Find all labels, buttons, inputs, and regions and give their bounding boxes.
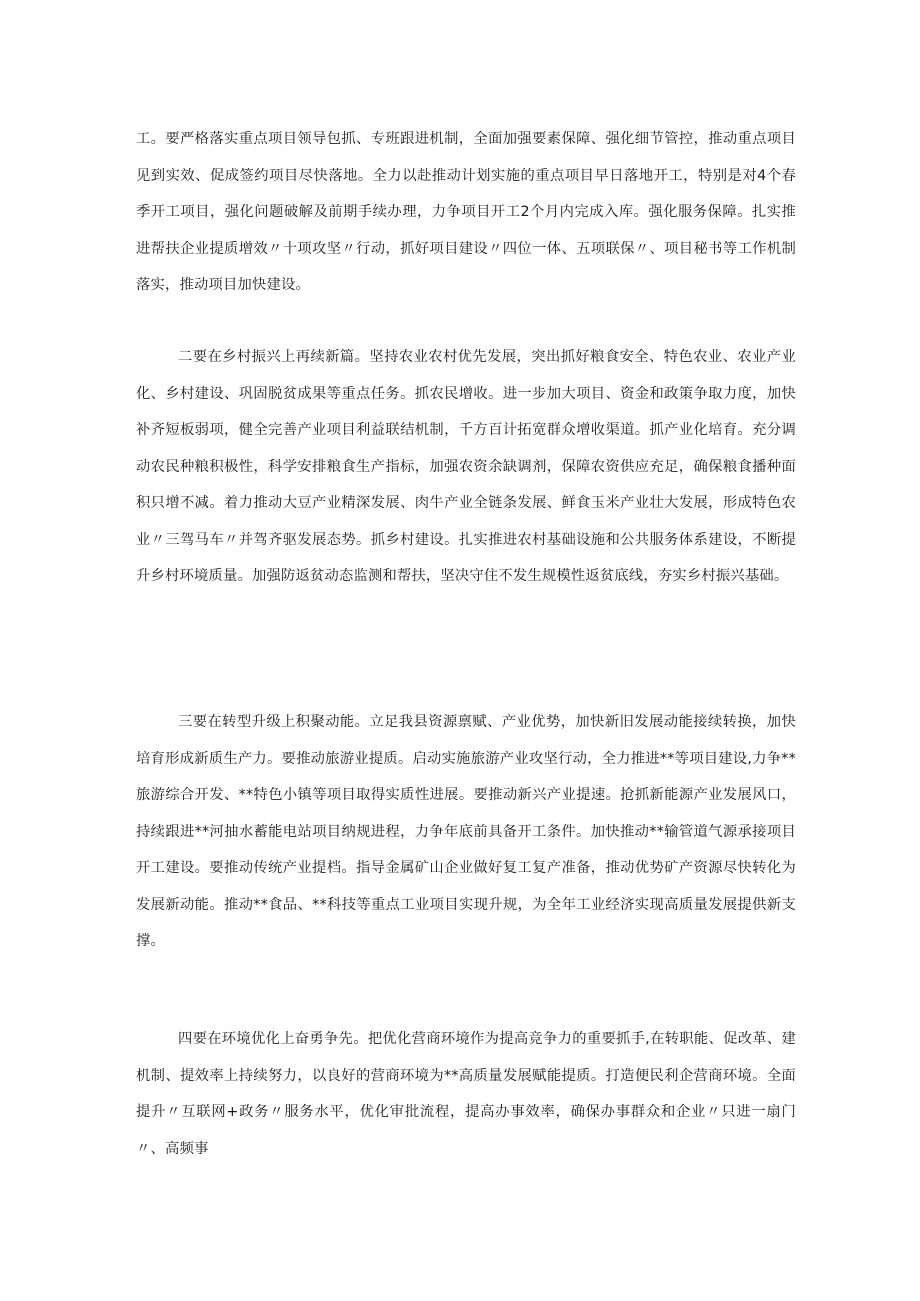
paragraph-environment-optimization: 四要在环境优化上奋勇争先。把优化营商环境作为提高竞争力的重要抓手,在转职能、促改革、建机制、提效率上持续努力，以良好的营商环境为**高质量发展赋能提质。打造便民利企营商环境。全面提升〃互联网+政务〃服务水平，优化审批流程，提高办事效率，确保办事群众和企业〃只进一扇门〃、高频事: [136, 1031, 796, 1157]
paragraph-continuation: 工。要严格落实重点项目领导包抓、专班跟进机制，全面加强要素保障、强化细节管控，推动重点项目见到实效、促成签约项目尽快落地。全力以赴推动计划实施的重点项目早日落地开工，特别是对4个春季开工项目，强化问题破解及前期手续办理，力争项目开工2个月内完成入库。强化服务保障。扎实推进帮扶企业提质增效〃十项攻坚〃行动，抓好项目建设〃四位一体、五项联保〃、项目秘书等工作机制落实，推动项目加快建设。: [136, 131, 796, 293]
paragraph-transformation-upgrade: 三要在转型升级上积聚动能。立足我县资源禀赋、产业优势，加快新旧发展动能接续转换，加快培育形成新质生产力。要推动旅游业提质。启动实施旅游产业攻坚行动，全力推进**等项目建设,力争**旅游综合开发、**特色小镇等项目取得实质性进展。要推动新兴产业提速。抢抓新能源产业发展风口，持续跟进**河抽水蓄能电站项目纳规进程，力争年底前具备开工条件。加快推动**输管道气源承接项目开工建设。要推动传统产业提档。指导金属矿山企业做好复工复产准备，推动优势矿产资源尽快转化为发展新动能。推动**食品、**科技等重点工业项目实现升规，为全年工业经济实现高质量发展提供新支撑。: [136, 714, 796, 949]
paragraph-rural-revitalization: 二要在乡村振兴上再续新篇。坚持农业农村优先发展，突出抓好粮食安全、特色农业、农业产业化、乡村建设、巩固脱贫成果等重点任务。抓农民增收。进一步加大项目、资金和政策争取力度，加快补齐短板弱项，健全完善产业项目利益联结机制，千方百计拓宽群众增收渠道。抓产业化培育。充分调动农民种粮积极性，科学安排粮食生产指标，加强农资余缺调剂，保障农资供应充足，确保粮食播种面积只增不减。着力推动大豆产业精深发展、肉牛产业全链条发展、鲜食玉米产业壮大发展，形成特色农业〃三驾马车〃并驾齐驱发展态势。抓乡村建设。扎实推进农村基础设施和公共服务体系建设，不断提升乡村环境质量。加强防返贫动态监测和帮扶，坚决守住不发生规模性返贫底线，夯实乡村振兴基础。: [136, 349, 796, 584]
